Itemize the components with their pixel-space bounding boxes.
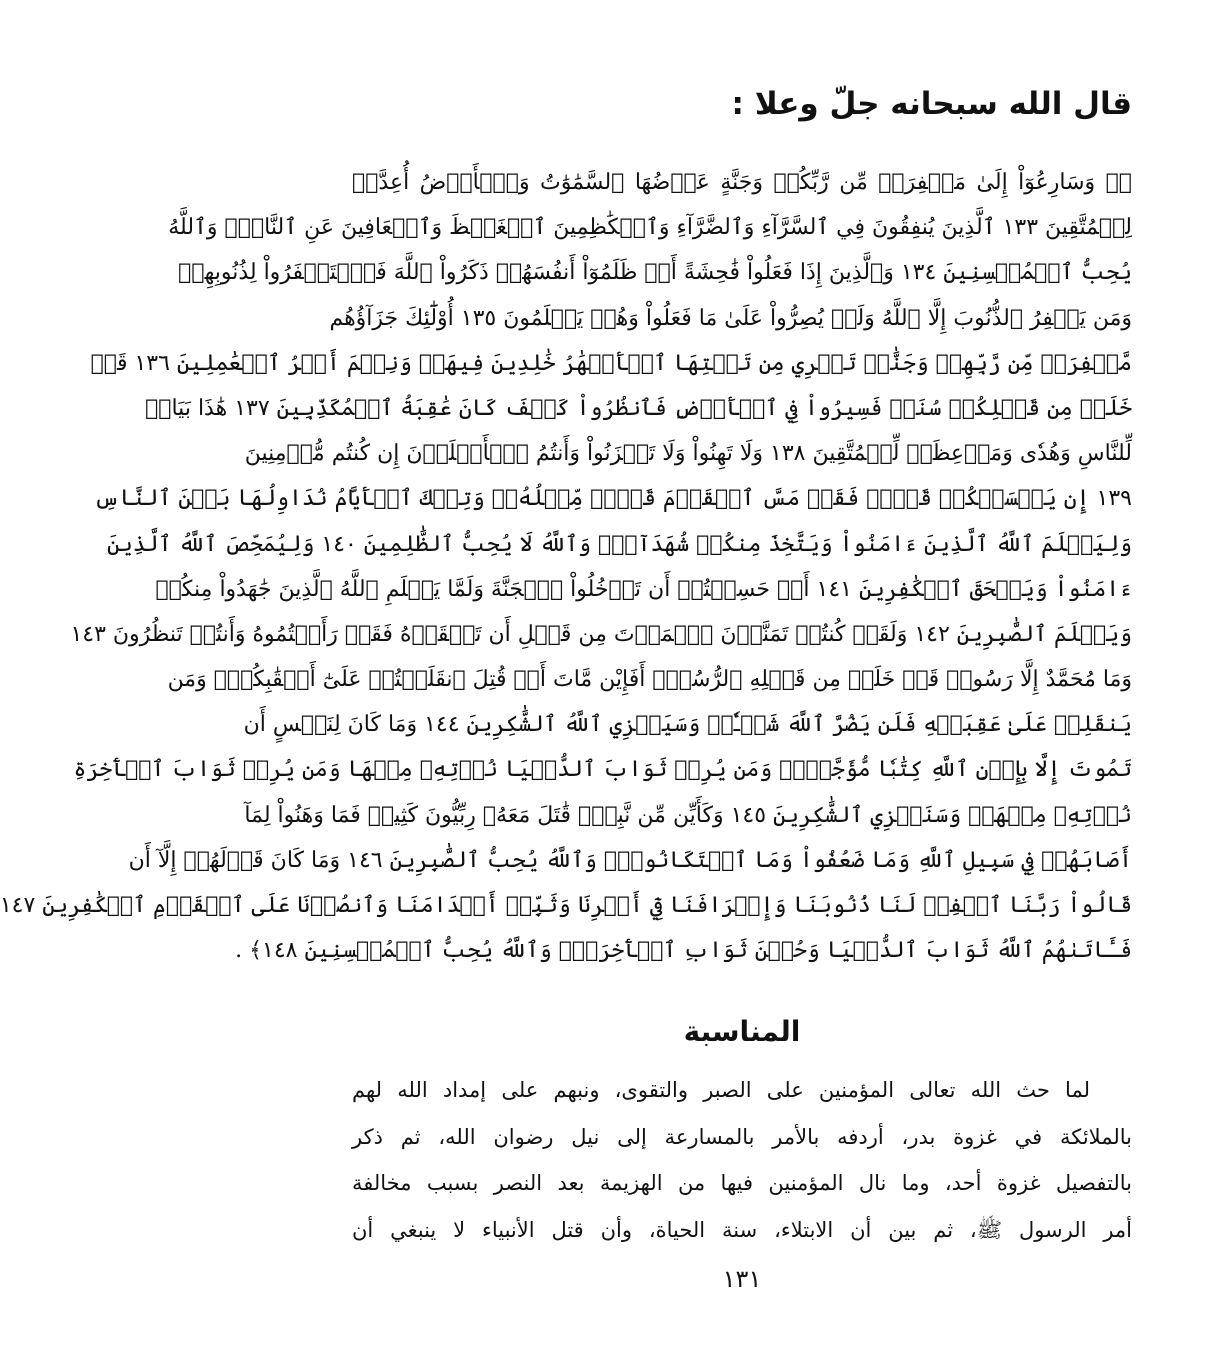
- quran-line: ﴿۞ وَسَارِعُوٓاْ إِلَىٰ مَغۡفِرَةٖ مِّن رَّبِّكُمۡ وَجَنَّةٍ عَرۡضُهَا ٱلسَّمَٰوَٰتُ وَٱلۡأَرۡضُ أُعِدَّتۡ: [352, 170, 1132, 195]
- quran-line: مَّغۡفِرَةٞ مِّن رَّبِّهِمۡ وَجَنَّٰتٞ تَجۡرِي مِن تَحۡتِهَا ٱلۡأَنۡهَٰرُ خَٰلِدِينَ فِيهَاۚ وَنِعۡمَ أَجۡرُ ٱلۡعَٰمِلِينَ ١٣٦ قَدۡ: [90, 350, 1132, 376]
- quran-line: لِّلنَّاسِ وَهُدٗى وَمَوۡعِظَةٞ لِّلۡمُتَّقِينَ ١٣٨ وَلَا تَهِنُواْ وَلَا تَحۡزَنُواْ وَأَنتُمُ ٱلۡأَعۡلَوۡنَ إِن كُنتُم مُّؤۡمِنِينَ: [244, 441, 1132, 467]
- quran-line: ءَامَنُواْ وَيَمۡحَقَ ٱلۡكَٰفِرِينَ ١٤١ أَمۡ حَسِبۡتُمۡ أَن تَدۡخُلُواْ ٱلۡجَنَّةَ وَلَمَّا يَعۡلَمِ ٱللَّهُ ٱلَّذِينَ جَٰهَدُواْ مِنكُمۡ: [155, 576, 1132, 602]
- prose-line: بالملائكة في غزوة بدر، أردفه بالأمر بالمسارعة إلى نيل رضوان الله، ثم ذكر: [352, 1124, 1132, 1149]
- quran-line: نُؤۡتِهِۦ مِنۡهَاۚ وَسَنَجۡزِي ٱلشَّٰكِرِينَ ١٤٥ وَكَأَيِّن مِّن نَّبِيّٖ قَٰتَلَ مَعَهُۥ رِبِّيُّونَ كَثِيرٞ فَمَا وَهَنُواْ لِمَآ: [244, 802, 1132, 828]
- quran-line: لِلۡمُتَّقِينَ ١٣٣ ٱلَّذِينَ يُنفِقُونَ فِي ٱلسَّرَّآءِ وَٱلضَّرَّآءِ وَٱلۡكَٰظِمِينَ ٱلۡغَيۡظَ وَٱلۡعَافِينَ عَنِ ٱلنَّاسِۗ وَٱللَّهُ: [168, 215, 1132, 241]
- prose-line: أمر الرسول ﷺ، ثم بين أن الابتلاء، سنة الحياة، وأن قتل الأنبياء لا ينبغي أن: [352, 1217, 1132, 1242]
- quran-line: يُحِبُّ ٱلۡمُحۡسِنِينَ ١٣٤ وَٱلَّذِينَ إِذَا فَعَلُواْ فَٰحِشَةً أَوۡ ظَلَمُوٓاْ أَنفُسَهُمۡ ذَكَرُواْ ٱللَّهَ فَٱسۡتَغۡفَرُواْ لِذُنُوبِهِمۡ: [178, 260, 1132, 286]
- quran-line: وَيَعۡلَمَ ٱلصَّٰبِرِينَ ١٤٢ وَلَقَدۡ كُنتُمۡ تَمَنَّوۡنَ ٱلۡمَوۡتَ مِن قَبۡلِ أَن تَلۡقَوۡهُ فَقَدۡ رَأَيۡتُمُوهُ وَأَنتُمۡ تَنظُرُونَ ١٤٣: [70, 621, 1132, 647]
- intro-heading: قال الله سبحانه جلّ وعلا :: [731, 86, 1132, 122]
- quran-line: يَنقَلِبۡ عَلَىٰ عَقِبَيۡهِ فَلَن يَضُرَّ ٱللَّهَ شَيۡـٔٗاۗ وَسَيَجۡزِي ٱللَّهُ ٱلشَّٰكِرِينَ ١٤٤ وَمَا كَانَ لِنَفۡسٍ أَن: [243, 712, 1132, 738]
- quran-line: أَصَابَهُمۡ فِي سَبِيلِ ٱللَّهِ وَمَا ضَعُفُواْ وَمَا ٱسۡتَكَانُواْۗ وَٱللَّهُ يُحِبُّ ٱلصَّٰبِرِينَ ١٤٦ وَمَا كَانَ قَوۡلَهُمۡ إِلَّآ أَن: [128, 847, 1132, 873]
- quran-line: وَمَا مُحَمَّدٌ إِلَّا رَسُولٞ قَدۡ خَلَتۡ مِن قَبۡلِهِ ٱلرُّسُلُۚ أَفَإِيْن مَّاتَ أَوۡ قُتِلَ ٱنقَلَبۡتُمۡ عَلَىٰٓ أَعۡقَٰبِكُمۡۚ وَمَن: [167, 667, 1132, 693]
- prose-line: لما حث الله تعالى المؤمنين على الصبر والتقوى، ونبهم على إمداد الله لهم: [352, 1078, 1090, 1102]
- book-page: [0, 82, 1132, 1312]
- quran-line: تَمُوتَ إِلَّا بِإِذۡنِ ٱللَّهِ كِتَٰبٗا مُّؤَجَّلٗاۗ وَمَن يُرِدۡ ثَوَابَ ٱلدُّنۡيَا نُؤۡتِهِۦ مِنۡهَا وَمَن يُرِدۡ ثَوَابَ ٱلۡأٓخِرَةِ: [73, 757, 1132, 783]
- quran-line: وَلِيَعۡلَمَ ٱللَّهُ ٱلَّذِينَ ءَامَنُواْ وَيَتَّخِذَ مِنكُمۡ شُهَدَآءَۗ وَٱللَّهُ لَا يُحِبُّ ٱلظَّٰلِمِينَ ١٤٠ وَلِيُمَحِّصَ ٱللَّهُ ٱلَّذِينَ: [107, 531, 1132, 557]
- page-number: ١٣١: [722, 1265, 762, 1293]
- quran-line: وَمَن يَغۡفِرُ ٱلذُّنُوبَ إِلَّا ٱللَّهُ وَلَمۡ يُصِرُّواْ عَلَىٰ مَا فَعَلُواْ وَهُمۡ يَعۡلَمُونَ ١٣٥ أُوْلَٰٓئِكَ جَزَآؤُهُم: [329, 305, 1132, 331]
- prose-line: بالتفصيل غزوة أحد، وما نال المؤمنين فيها من الهزيمة بعد النصر بسبب مخالفة: [352, 1171, 1132, 1195]
- quran-line: خَلَتۡ مِن قَبۡلِكُمۡ سُنَنٞ فَسِيرُواْ فِي ٱلۡأَرۡضِ فَٱنظُرُواْ كَيۡفَ كَانَ عَٰقِبَةُ ٱلۡمُكَذِّبِينَ ١٣٧ هَٰذَا بَيَانٞ: [145, 395, 1132, 421]
- quran-line: ١٣٩ إِن يَمۡسَسۡكُمۡ قَرۡحٞ فَقَدۡ مَسَّ ٱلۡقَوۡمَ قَرۡحٞ مِّثۡلُهُۥۚ وَتِلۡكَ ٱلۡأَيَّامُ نُدَاوِلُهَا بَيۡنَ ٱلنَّاسِ: [93, 486, 1132, 512]
- commentary-paragraph: [352, 1067, 1132, 1253]
- quran-passage: [0, 160, 1132, 973]
- section-title: المناسبة: [683, 1015, 801, 1048]
- quran-line: فَـَٔاتَىٰهُمُ ٱللَّهُ ثَوَابَ ٱلدُّنۡيَا وَحُسۡنَ ثَوَابِ ٱلۡأٓخِرَةِۗ وَٱللَّهُ يُحِبُّ ٱلۡمُحۡسِنِينَ ١٤٨﴾ .: [235, 938, 1132, 964]
- quran-line: قَالُواْ رَبَّنَا ٱغۡفِرۡ لَنَا ذُنُوبَنَا وَإِسۡرَافَنَا فِيٓ أَمۡرِنَا وَثَبِّتۡ أَقۡدَامَنَا وَٱنصُرۡنَا عَلَى ٱلۡقَوۡمِ ٱلۡكَٰفِرِينَ ١٤٧: [0, 893, 1132, 918]
